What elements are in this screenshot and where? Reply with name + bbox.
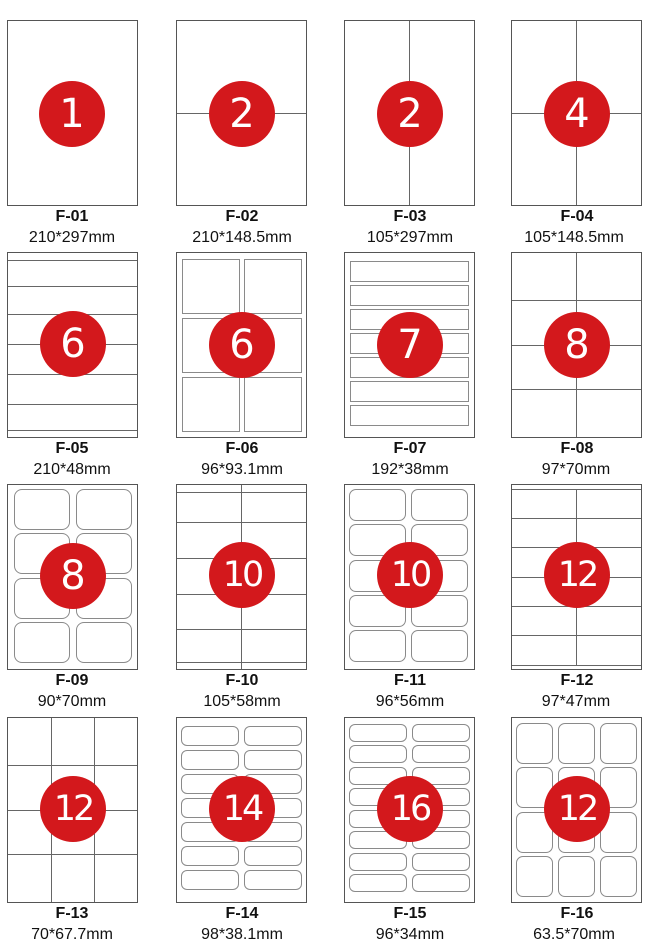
product-code: F-01 xyxy=(55,208,89,225)
product-code: F-04 xyxy=(560,208,594,225)
product-code: F-05 xyxy=(55,440,89,457)
label-cell xyxy=(244,870,302,890)
label-cell xyxy=(14,489,70,530)
label-cell xyxy=(182,259,240,314)
product-code: F-02 xyxy=(225,208,259,225)
cut-line xyxy=(8,260,137,261)
cut-line xyxy=(512,665,641,666)
label-cell xyxy=(558,723,595,764)
label-size: 192*38mm xyxy=(371,461,449,478)
label-cell xyxy=(349,745,407,763)
label-cell xyxy=(558,856,595,897)
product-code: F-13 xyxy=(55,905,89,922)
label-count-badge: 2 xyxy=(209,81,275,147)
label-size: 90*70mm xyxy=(37,693,107,710)
product-code: F-09 xyxy=(55,672,89,689)
sheet-f14 xyxy=(176,717,307,903)
label-cell xyxy=(349,724,407,742)
product-code: F-08 xyxy=(560,440,594,457)
label-count-badge: 16 xyxy=(377,776,443,842)
label-count-badge: 4 xyxy=(544,81,610,147)
label-cell xyxy=(76,489,132,530)
label-cell xyxy=(181,846,239,866)
product-code: F-15 xyxy=(393,905,427,922)
label-cell xyxy=(600,856,637,897)
product-code: F-14 xyxy=(225,905,259,922)
sheet-f10 xyxy=(176,484,307,670)
product-code: F-06 xyxy=(225,440,259,457)
label-cell xyxy=(244,259,302,314)
label-count-badge: 12 xyxy=(544,776,610,842)
cut-line xyxy=(8,286,137,287)
label-count-badge: 8 xyxy=(544,312,610,378)
label-cell xyxy=(181,870,239,890)
label-cell xyxy=(349,489,406,521)
product-code: F-16 xyxy=(560,905,594,922)
product-code: F-10 xyxy=(225,672,259,689)
label-size: 96*93.1mm xyxy=(201,461,283,478)
label-size: 70*67.7mm xyxy=(31,926,113,943)
sheet-f15 xyxy=(344,717,475,903)
label-size: 63.5*70mm xyxy=(533,926,615,943)
label-size: 210*297mm xyxy=(28,229,116,246)
cut-line xyxy=(8,854,137,855)
sheet-f04 xyxy=(511,20,642,206)
sheet-f07 xyxy=(344,252,475,438)
label-count-badge: 1 xyxy=(39,81,105,147)
label-cell xyxy=(349,874,407,892)
cut-line xyxy=(8,404,137,405)
label-cell xyxy=(181,726,239,746)
sheet-f16 xyxy=(511,717,642,903)
label-cell xyxy=(411,630,468,662)
sheet-f09 xyxy=(7,484,138,670)
label-size: 105*148.5mm xyxy=(524,229,624,246)
label-cell xyxy=(350,405,469,426)
sheet-f12 xyxy=(511,484,642,670)
product-code: F-12 xyxy=(560,672,594,689)
label-count-badge: 8 xyxy=(40,543,106,609)
label-count-badge: 10 xyxy=(209,542,275,608)
label-count-badge: 10 xyxy=(377,542,443,608)
label-count-badge: 6 xyxy=(209,312,275,378)
sheet-f08 xyxy=(511,252,642,438)
label-cell xyxy=(516,723,553,764)
label-size: 105*58mm xyxy=(203,693,281,710)
label-size: 105*297mm xyxy=(366,229,454,246)
sheet-f01 xyxy=(7,20,138,206)
label-count-badge: 2 xyxy=(377,81,443,147)
label-cell xyxy=(516,856,553,897)
product-code: F-03 xyxy=(393,208,427,225)
sheet-f02 xyxy=(176,20,307,206)
cut-line xyxy=(8,430,137,431)
label-cell xyxy=(350,261,469,282)
label-size: 98*38.1mm xyxy=(201,926,283,943)
label-cell xyxy=(350,381,469,402)
label-cell xyxy=(244,846,302,866)
sheet-f06 xyxy=(176,252,307,438)
label-count-badge: 14 xyxy=(209,776,275,842)
label-cell xyxy=(182,377,240,432)
label-cell xyxy=(349,853,407,871)
product-code: F-11 xyxy=(393,672,426,689)
label-cell xyxy=(244,726,302,746)
label-cell xyxy=(349,630,406,662)
cut-line xyxy=(8,765,137,766)
label-cell xyxy=(181,750,239,770)
label-size: 210*48mm xyxy=(33,461,111,478)
label-cell xyxy=(412,724,470,742)
label-cell xyxy=(412,853,470,871)
label-cell xyxy=(412,874,470,892)
sheet-f13 xyxy=(7,717,138,903)
sheet-f11 xyxy=(344,484,475,670)
label-cell xyxy=(14,622,70,663)
product-code: F-07 xyxy=(393,440,427,457)
sheet-f05 xyxy=(7,252,138,438)
label-count-badge: 12 xyxy=(544,542,610,608)
label-size: 97*47mm xyxy=(541,693,611,710)
label-size: 96*34mm xyxy=(375,926,445,943)
label-cell xyxy=(411,489,468,521)
label-cell xyxy=(244,750,302,770)
label-cell xyxy=(244,377,302,432)
label-cell xyxy=(76,622,132,663)
label-count-badge: 12 xyxy=(40,776,106,842)
label-count-badge: 6 xyxy=(40,311,106,377)
label-size: 96*56mm xyxy=(375,693,445,710)
label-cell xyxy=(350,285,469,306)
sheet-f03 xyxy=(344,20,475,206)
label-size: 97*70mm xyxy=(541,461,611,478)
label-size: 210*148.5mm xyxy=(192,229,292,246)
label-cell xyxy=(412,745,470,763)
label-cell xyxy=(600,723,637,764)
label-count-badge: 7 xyxy=(377,312,443,378)
